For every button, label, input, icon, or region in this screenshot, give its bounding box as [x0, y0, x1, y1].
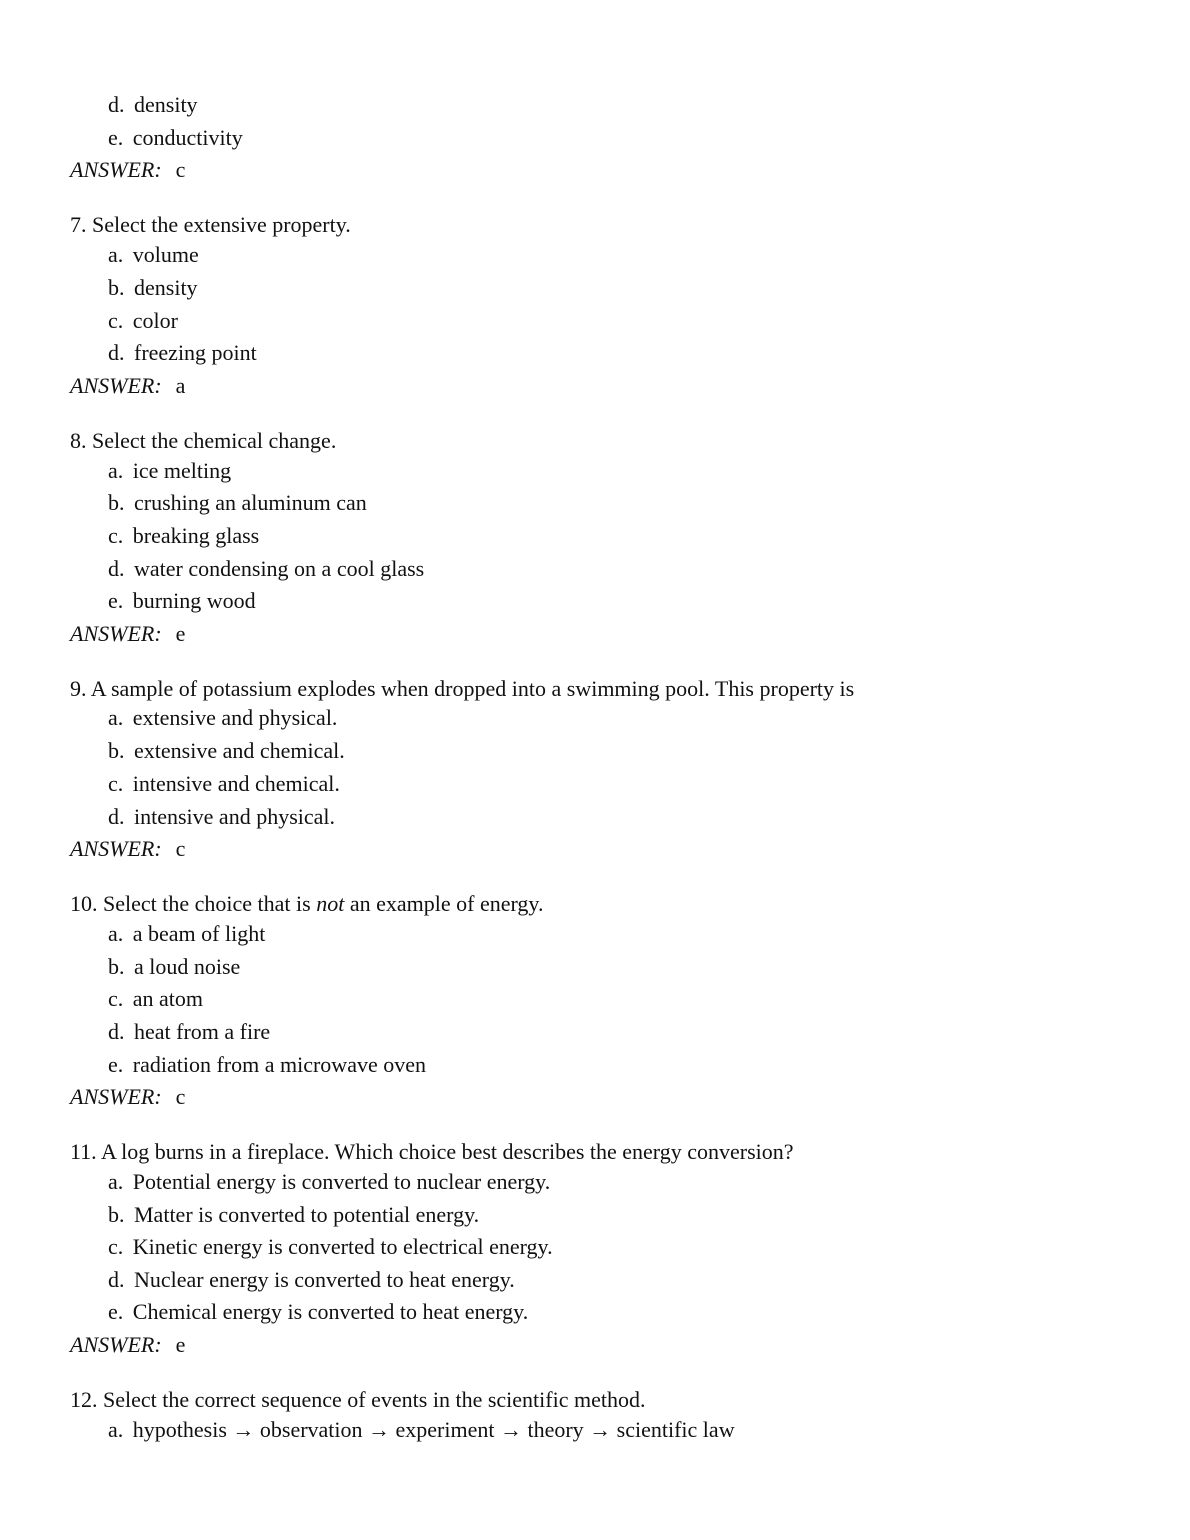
answer-value: a	[175, 373, 186, 398]
option-letter: a.	[108, 705, 124, 730]
question-8: 8. Select the chemical change.	[70, 428, 337, 453]
option-letter: c.	[108, 523, 124, 548]
answer-value: e	[175, 621, 186, 646]
question-text: 10. Select the choice that is	[70, 891, 317, 916]
question-emphasis: not	[316, 891, 345, 916]
option-text: water condensing on a cool glass	[134, 556, 425, 581]
answer-value: c	[175, 157, 186, 182]
question-7: 7. Select the extensive property.	[70, 212, 351, 237]
option-letter: b.	[108, 490, 125, 515]
option-e	[108, 127, 243, 149]
answer-value: e	[175, 1332, 186, 1357]
answer-label: ANSWER:	[70, 621, 162, 646]
option-text: breaking glass	[132, 523, 260, 548]
option-letter: a.	[108, 1417, 124, 1442]
option-text: extensive and chemical.	[134, 738, 345, 763]
option-text: volume	[132, 242, 199, 267]
option-letter: a.	[108, 1169, 124, 1194]
option-b	[108, 956, 240, 978]
answer-line	[70, 375, 185, 397]
option-letter: d.	[108, 340, 125, 365]
option-letter: b.	[108, 275, 125, 300]
option-text: Chemical energy is converted to heat energy.	[132, 1299, 529, 1324]
option-d	[108, 1021, 270, 1043]
option-d	[108, 94, 198, 116]
option-b	[108, 277, 198, 299]
option-a	[108, 244, 199, 266]
option-letter: c.	[108, 308, 124, 333]
option-letter: e.	[108, 1299, 124, 1324]
option-c	[108, 525, 259, 547]
option-text: burning wood	[132, 588, 256, 613]
option-letter: a.	[108, 458, 124, 483]
option-d	[108, 342, 257, 364]
option-c	[108, 773, 340, 795]
option-text: Potential energy is converted to nuclear energy.	[132, 1169, 551, 1194]
option-text: Matter is converted to potential energy.	[134, 1202, 480, 1227]
option-letter: a.	[108, 921, 124, 946]
question-9: 9. A sample of potassium explodes when dropped into a swimming pool. This property is	[70, 676, 855, 701]
option-text: Kinetic energy is converted to electrical energy.	[132, 1234, 553, 1259]
option-e	[108, 1054, 426, 1076]
answer-line	[70, 1086, 185, 1108]
option-text: crushing an aluminum can	[134, 490, 367, 515]
option-text: extensive and physical.	[132, 705, 338, 730]
option-letter: c.	[108, 771, 124, 796]
option-e	[108, 1301, 528, 1323]
answer-line	[70, 159, 185, 181]
answer-line	[70, 1334, 185, 1356]
option-e	[108, 590, 256, 612]
option-text: intensive and physical.	[134, 804, 336, 829]
option-c	[108, 310, 178, 332]
option-a	[108, 923, 265, 945]
option-letter: c.	[108, 986, 124, 1011]
option-text: density	[134, 92, 198, 117]
option-letter: b.	[108, 954, 125, 979]
answer-value: c	[175, 836, 186, 861]
question-text: an example of energy.	[344, 891, 544, 916]
option-b	[108, 492, 367, 514]
question-12: 12. Select the correct sequence of events in the scientific method.	[70, 1387, 646, 1412]
option-c	[108, 1236, 553, 1258]
option-text: a loud noise	[134, 954, 241, 979]
question-10	[70, 893, 543, 915]
option-d	[108, 558, 424, 580]
answer-line	[70, 623, 185, 645]
option-b	[108, 740, 345, 762]
answer-label: ANSWER:	[70, 836, 162, 861]
option-c	[108, 988, 203, 1010]
option-text: a beam of light	[132, 921, 266, 946]
option-text: Nuclear energy is converted to heat energy.	[134, 1267, 515, 1292]
option-text: intensive and chemical.	[132, 771, 340, 796]
option-letter: d.	[108, 92, 125, 117]
option-d	[108, 1269, 515, 1291]
option-a	[108, 1171, 550, 1193]
option-letter: b.	[108, 738, 125, 763]
option-text: ice melting	[132, 458, 232, 483]
option-text: conductivity	[132, 125, 243, 150]
option-letter: e.	[108, 1052, 124, 1077]
option-text: density	[134, 275, 198, 300]
option-text: freezing point	[134, 340, 257, 365]
answer-label: ANSWER:	[70, 1332, 162, 1357]
question-11: 11. A log burns in a fireplace. Which choice best describes the energy conversion?	[70, 1139, 794, 1164]
option-d	[108, 806, 335, 828]
option-letter: d.	[108, 556, 125, 581]
answer-label: ANSWER:	[70, 157, 162, 182]
option-letter: d.	[108, 1019, 125, 1044]
option-letter: a.	[108, 242, 124, 267]
option-letter: c.	[108, 1234, 124, 1259]
option-text: radiation from a microwave oven	[132, 1052, 426, 1077]
answer-label: ANSWER:	[70, 373, 162, 398]
option-text: heat from a fire	[134, 1019, 271, 1044]
option-letter: d.	[108, 804, 125, 829]
option-text: color	[132, 308, 178, 333]
option-letter: e.	[108, 125, 124, 150]
option-letter: b.	[108, 1202, 125, 1227]
option-text: hypothesis → observation → experiment → theory → scientific law	[132, 1417, 735, 1442]
option-letter: e.	[108, 588, 124, 613]
answer-line	[70, 838, 185, 860]
option-a	[108, 460, 231, 482]
answer-label: ANSWER:	[70, 1084, 162, 1109]
answer-value: c	[175, 1084, 186, 1109]
option-a	[108, 707, 337, 729]
option-a	[108, 1419, 735, 1441]
option-letter: d.	[108, 1267, 125, 1292]
option-b	[108, 1204, 479, 1226]
option-text: an atom	[132, 986, 204, 1011]
